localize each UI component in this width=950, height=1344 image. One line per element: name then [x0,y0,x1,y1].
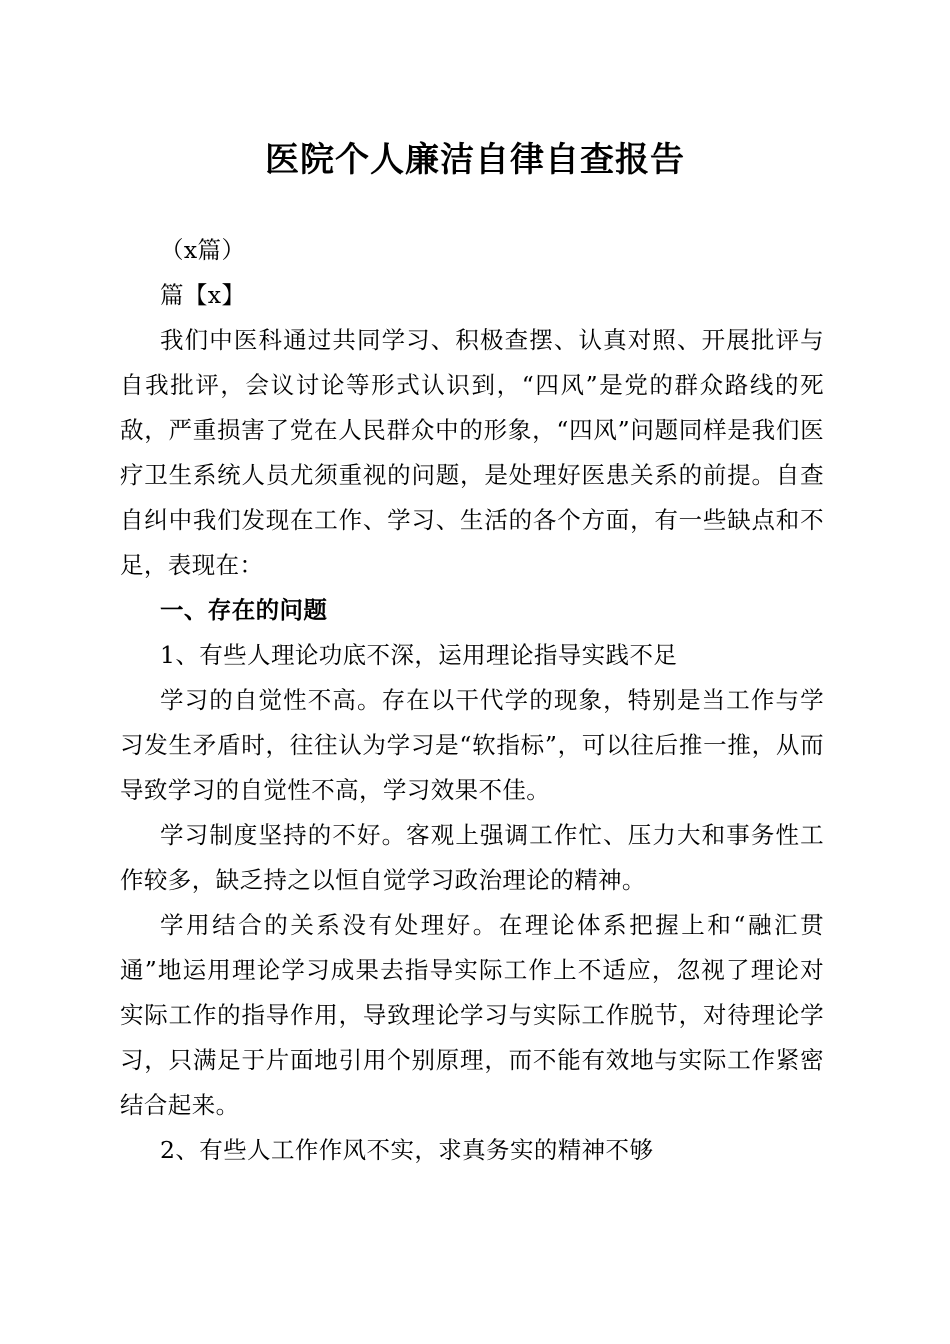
item1-heading: 1、有些人理论功底不深，运用理论指导实践不足 [160,641,678,669]
item1-paragraph-3: 学用结合的关系没有处理好。在理论体系把握上和“融汇贯通”地运用理论学习成果去指导实际工作上不适应，忽视了理论对实际工作的指导作用，导致理论学习与实际工作脱节，对待理论学习，只满足于片面地引用个别原理，而不能有效地与实际工作紧密结合起来。 [120,911,824,1119]
document-title: 医院个人廉洁自律自查报告 [265,140,685,180]
item1-paragraph-1: 学习的自觉性不高。存在以干代学的现象，特别是当工作与学习发生矛盾时，往往认为学习是“软指标”，可以往后推一推，从而导致学习的自觉性不高，学习效果不佳。 [120,686,824,804]
item2-heading: 2、有些人工作作风不实，求真务实的精神不够 [160,1136,654,1164]
intro-paragraph: 我们中医科通过共同学习、积极查摆、认真对照、开展批评与自我批评，会议讨论等形式认识到，“四风”是党的群众路线的死敌，严重损害了党在人民群众中的形象，“四风”问题同样是我们医疗卫生系统人员尤须重视的问题，是处理好医患关系的前提。自查自纠中我们发现在工作、学习、生活的各个方面，有一些缺点和不足，表现在： [120,326,824,579]
document-body [120,228,824,1173]
article-label: 篇【x】 [160,281,246,309]
subtitle: （x篇） [160,236,246,264]
item1-paragraph-2: 学习制度坚持的不好。客观上强调工作忙、压力大和事务性工作较多，缺乏持之以恒自觉学习政治理论的精神。 [120,821,824,894]
section-heading: 一、存在的问题 [160,596,328,624]
